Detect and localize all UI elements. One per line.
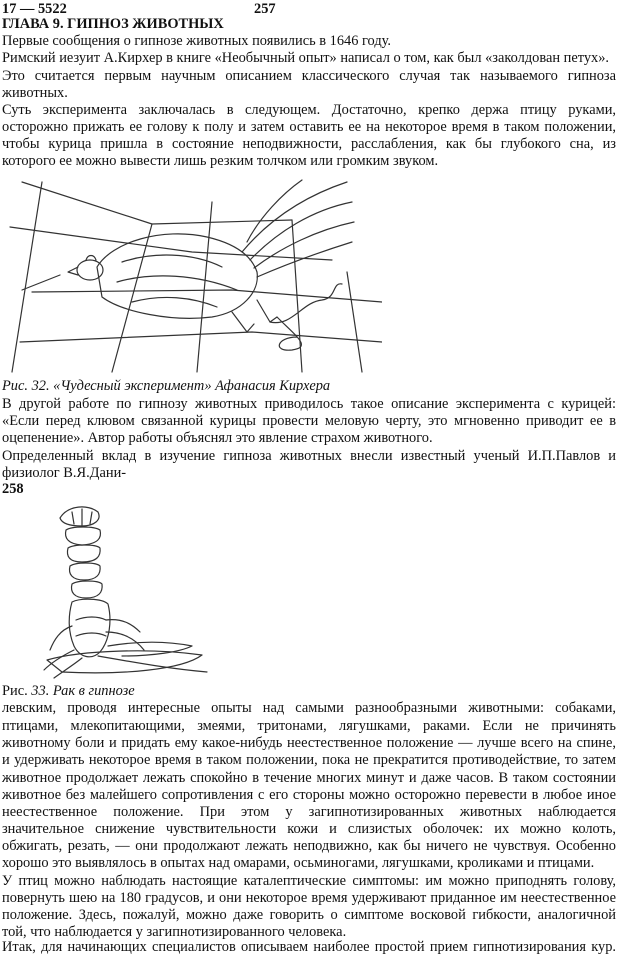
paragraph-line: обжигать, резать, — они продолжают лежать неподвижно, как бы ничего не чувствуя. Особенно xyxy=(2,838,616,854)
sheet-mark: 17 — 5522 xyxy=(2,1,67,17)
page-number: 257 xyxy=(254,1,276,17)
page-number: 258 xyxy=(2,481,24,497)
paragraph-line: животное без малейшего сопротивления с его стороны можно осторожно перевести в любое иное xyxy=(2,787,616,803)
chapter-title: ГЛАВА 9. ГИПНОЗ ЖИВОТНЫХ xyxy=(2,16,224,32)
paragraph-line: чтобы курица пришла в состояние неподвижности, расслабления, как бы глубокого сна, из xyxy=(2,136,616,152)
paragraph-line: животных. xyxy=(2,85,68,101)
paragraph-line: «Если перед клювом связанной курицы провести меловую черту, это мгновенно приводит ее в xyxy=(2,413,616,429)
crayfish-illustration xyxy=(2,500,212,682)
paragraph-line: Суть эксперимента заключалась в следующем. Достаточно, крепко держа птицу руками, xyxy=(2,102,616,118)
figure-caption-rest: 33. Рак в гипнозе xyxy=(31,683,135,699)
paragraph-line: У птиц можно наблюдать настоящие каталептические симптомы: им можно приподнять голову, xyxy=(2,873,616,889)
paragraph-line: положение. Здесь, пожалуй, можно даже говорить о симптоме восковой гибкости, аналогичной xyxy=(2,907,616,923)
paragraph-line: Первые сообщения о гипнозе животных появились в 1646 году. xyxy=(2,33,392,49)
paragraph-line: осторожно прижать ее голову к полу и затем оставить ее на некоторое время в таком положении, xyxy=(2,119,616,135)
paragraph-line: значительное снижение чувствительности кожи и слизистых оболочек: их можно колоть, xyxy=(2,821,616,837)
paragraph-line: той, что наблюдается у загипнотизированного человека. xyxy=(2,924,347,940)
paragraph-line: В другой работе по гипнозу животных приводилось такое описание эксперимента с курицей: xyxy=(2,396,616,412)
paragraph-line: животное продолжает лежать спокойно в течение многих минут и даже часов. В таком состоянии xyxy=(2,770,616,786)
figure-caption-prefix: Рис. xyxy=(2,683,32,699)
paragraph-line: Римский иезуит А.Кирхер в книге «Необычный опыт» написал о том, как был «заколдован петух». xyxy=(2,50,610,66)
paragraph-line: Определенный вклад в изучение гипноза животных внесли известный ученый И.П.Павлов и xyxy=(2,448,616,464)
figure-caption: Рис. 32. «Чудесный эксперимент» Афанасия Кирхера xyxy=(2,378,331,394)
paragraph-line: Итак, для начинающих специалистов описываем наиболее простой прием гипнотизирования кур. xyxy=(2,939,616,955)
paragraph-line: и удерживать некоторое время в таком положении, пока не прекратится противодействие, то затем xyxy=(2,752,616,768)
hen-illustration xyxy=(2,172,382,377)
figure-caption xyxy=(2,683,135,700)
paragraph-line: оцепенение». Автор работы объяснял это явление страхом животного. xyxy=(2,430,433,446)
paragraph-line: птицами, млекопитающими, змеями, тритонами, лягушками, раками. Если не причинять xyxy=(2,718,616,734)
paragraph-line: хорошо это выявлялось в опытах над омарами, осьминогами, лягушками, кроликами и птицами. xyxy=(2,855,595,871)
paragraph-line: которого ее можно вывести лишь резким толчком или громким звуком. xyxy=(2,153,439,169)
paragraph-line: Это считается первым научным описанием классического случая так называемого гипноза xyxy=(2,68,616,84)
paragraph-line: повернуть шею на 180 градусов, и они некоторое время удерживают приданное им неестественное xyxy=(2,890,616,906)
paragraph-line: неестественное положение. При этом у загипнотизированных животных наблюдается xyxy=(2,804,616,820)
paragraph-line: животному боли и придать ему какое-нибудь неестественное положение — лучше всего на спине, xyxy=(2,735,616,751)
paragraph-line: физиолог В.Я.Дани- xyxy=(2,465,127,481)
paragraph-line: левским, проводя интересные опыты над самыми разнообразными животными: собаками, xyxy=(2,700,616,716)
